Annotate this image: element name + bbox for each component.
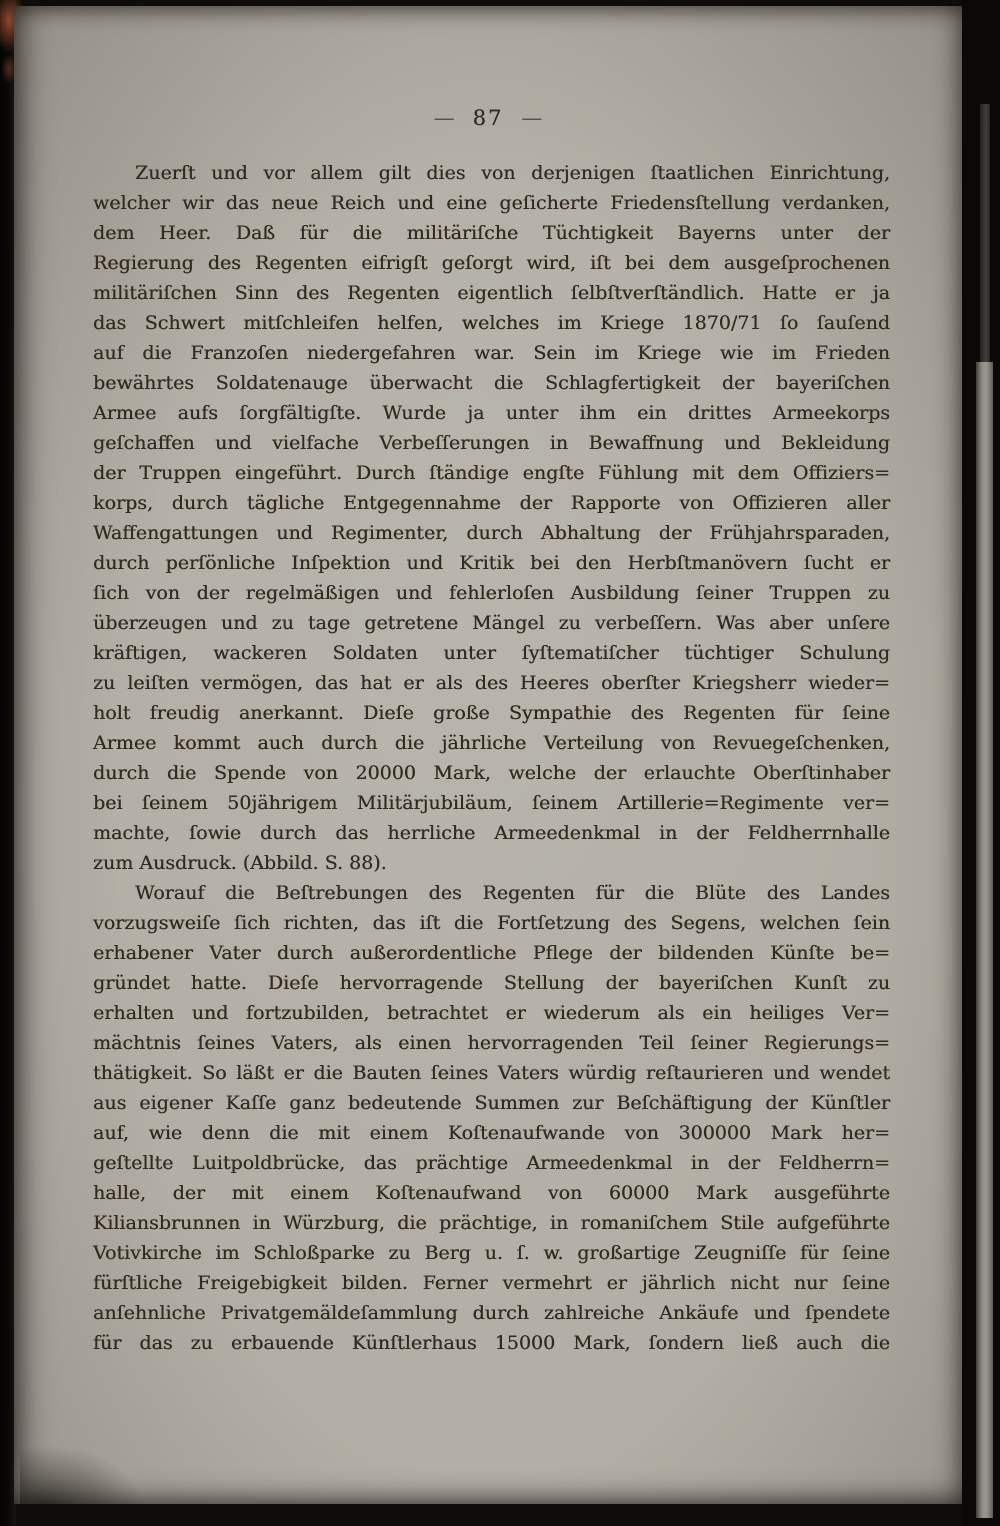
text-line: durch die Spende von 20000 Mark, welche der erlauchte Oberſtinhaber	[93, 762, 890, 784]
text-line: geſchaffen und vielfache Verbeſſerungen in Bewaffnung und Bekleidung	[93, 432, 890, 454]
text-line: militäriſchen Sinn des Regenten eigentlich ſelbſtverſtändlich. Hatte er ja	[93, 282, 890, 304]
text-line: holt freudig anerkannt. Dieſe große Sympathie des Regenten für ſeine	[93, 702, 890, 724]
text-line: vorzugsweiſe ſich richten, das iſt die Fortſetzung des Segens, welchen ſein	[93, 912, 890, 934]
text-line: Zuerſt und vor allem gilt dies von derjenigen ſtaatlichen Einrichtung,	[135, 162, 890, 184]
text-line: fürſtliche Freigebigkeit bilden. Ferner vermehrt er jährlich nicht nur ſeine	[93, 1272, 890, 1294]
text-line: halle, der mit einem Koſtenaufwand von 60000 Mark ausgeführte	[93, 1182, 890, 1204]
paragraph	[93, 158, 890, 878]
text-line: kräftigen, wackeren Soldaten unter ſyſtematiſcher tüchtiger Schulung	[93, 642, 890, 664]
text-line: zu leiſten vermögen, das hat er als des Heeres oberſter Kriegsherr wieder=	[93, 672, 890, 694]
text-line: Votivkirche im Schloßparke zu Berg u. ſ. w. großartige Zeugniſſe für ſeine	[93, 1242, 890, 1264]
text-line: zum Ausdruck. (Abbild. S. 88).	[93, 852, 387, 874]
page-number-dash-right: —	[521, 106, 543, 130]
bottom-corner-shadow	[20, 1440, 150, 1504]
text-line: mächtnis ſeines Vaters, als einen hervorragenden Teil ſeiner Regierungs=	[93, 1032, 890, 1054]
text-line: für das zu erbauende Künſtlerhaus 15000 Mark, ſondern ließ auch die	[93, 1332, 890, 1354]
text-line: auf, wie denn die mit einem Koſtenaufwande von 300000 Mark her=	[93, 1122, 890, 1144]
text-line: dem Heer. Daß für die militäriſche Tüchtigkeit Bayerns unter der	[93, 222, 890, 244]
paragraph	[93, 878, 890, 1358]
text-line: Regierung des Regenten eifrigſt geſorgt wird, iſt bei dem ausgeſprochenen	[93, 252, 890, 274]
text-line: Kiliansbrunnen in Würzburg, die prächtige, in romaniſchem Stile aufgeführte	[93, 1212, 890, 1234]
text-line: überzeugen und zu tage getretene Mängel zu verbeſſern. Was aber unſere	[93, 612, 890, 634]
page-number-value: 87	[472, 106, 504, 130]
text-line: Armee kommt auch durch die jährliche Verteilung von Revuegeſchenken,	[93, 732, 890, 754]
text-line: thätigkeit. So läßt er die Bauten ſeines Vaters würdig reſtaurieren und wendet	[93, 1062, 890, 1084]
text-line: korps, durch tägliche Entgegennahme der Rapporte von Offizieren aller	[93, 492, 890, 514]
text-line: erhalten und fortzubilden, betrachtet er wiederum als ein heiliges Ver=	[93, 1002, 890, 1024]
book-page	[14, 6, 962, 1504]
text-line: geſtellte Luitpoldbrücke, das prächtige Armeedenkmal in der Feldherrn=	[93, 1152, 890, 1174]
text-line: Waffengattungen und Regimenter, durch Abhaltung der Frühjahrsparaden,	[93, 522, 890, 544]
page-number	[14, 106, 962, 130]
page-number-dash-left: —	[433, 106, 455, 130]
text-line: aus eigener Kaſſe ganz bedeutende Summen zur Beſchäftigung der Künſtler	[93, 1092, 890, 1114]
page-fore-edge	[976, 362, 993, 1518]
text-line: anſehnliche Privatgemäldeſammlung durch zahlreiche Ankäufe und ſpendete	[93, 1302, 890, 1324]
text-line: gründet hatte. Dieſe hervorragende Stellung der bayeriſchen Kunſt zu	[93, 972, 890, 994]
text-line: auf die Franzoſen niedergefahren war. Sein im Kriege wie im Frieden	[93, 342, 890, 364]
text-line: bewährtes Soldatenauge überwacht die Schlagfertigkeit der bayeriſchen	[93, 372, 890, 394]
text-line: machte, ſowie durch das herrliche Armeedenkmal in der Feldherrnhalle	[93, 822, 890, 844]
page-text	[93, 158, 890, 1358]
text-line: das Schwert mitſchleifen helfen, welches im Kriege 1870/71 ſo ſauſend	[93, 312, 890, 334]
text-line: bei ſeinem 50jährigem Militärjubiläum, ſeinem Artillerie=Regimente ver=	[93, 792, 890, 814]
text-line: ſich von der regelmäßigen und fehlerloſen Ausbildung ſeiner Truppen zu	[93, 582, 890, 604]
text-line: erhabener Vater durch außerordentliche Pflege der bildenden Künſte be=	[93, 942, 890, 964]
text-line: welcher wir das neue Reich und eine geſicherte Friedensſtellung verdanken,	[93, 192, 890, 214]
text-line: Armee aufs ſorgfältigſte. Wurde ja unter ihm ein drittes Armeekorps	[93, 402, 890, 424]
text-line: der Truppen eingeführt. Durch ſtändige engſte Fühlung mit dem Offiziers=	[93, 462, 890, 484]
page-fore-edge-upper	[980, 104, 990, 364]
text-line: durch perſönliche Inſpektion und Kritik bei den Herbſtmanövern ſucht er	[93, 552, 890, 574]
text-line: Worauf die Beſtrebungen des Regenten für die Blüte des Landes	[135, 882, 890, 904]
